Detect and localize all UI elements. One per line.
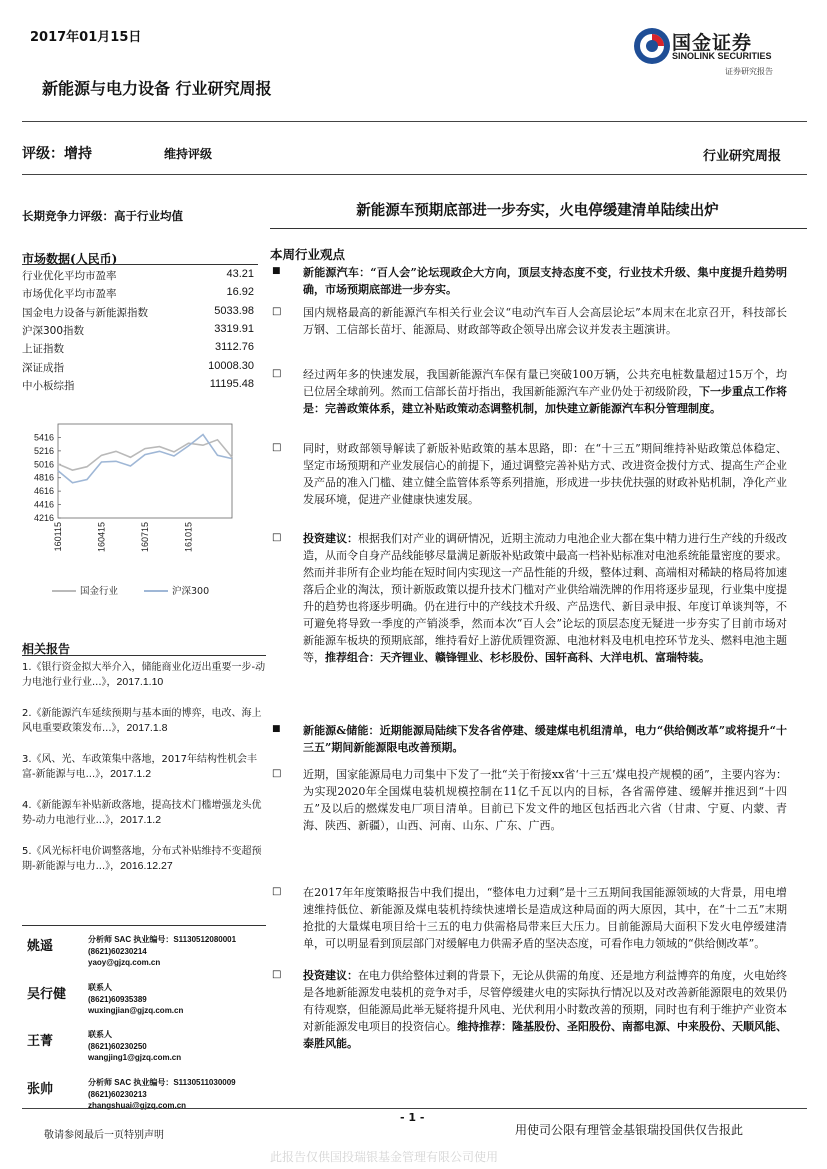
report-date: 2017年01月15日 [30, 30, 142, 45]
y-tick-label: 5016 [33, 459, 54, 470]
chart-series [58, 435, 232, 483]
market-data-label: 上证指数 [22, 343, 64, 356]
analyst-name: 吴行健 [27, 987, 67, 1002]
legend-label: 沪深300 [172, 586, 210, 597]
paragraph-emphasis: 维持推荐：隆基股份、圣阳股份、南都电源、中来股份、天顺风能、泰胜风能。 [303, 1020, 787, 1050]
related-report-item[interactable] [22, 844, 266, 874]
footer-usage-note: 用使司公限有理管金基银瑞投国供仅告报此 [515, 1123, 744, 1137]
market-data-value: 5033.98 [214, 304, 254, 317]
related-report-item[interactable] [22, 798, 266, 828]
legend-label: 国金行业 [80, 586, 119, 597]
paragraph-text: 在电力供给整体过剩的背景下，无论从供需的角度、还是地方利益博弈的角度，火电始终是各地新能源发电装机的竞争对手，尽管停缓建火电的实际执行情况以及对改善新能源限电的效果仍有待观察，但能源局此举无疑将提升风电、光伏利用小时数改善的预期，同时也有利于维护产业资本对新能源发电项目的投资信心。 [303, 969, 787, 1033]
market-data-label: 中小板综指 [22, 379, 75, 392]
analyst-contact-line: 分析师 SAC 执业编号：S1130511030009 [88, 1078, 236, 1087]
analyst-contact-line: wuxingjian@gjzq.com.cn [88, 1006, 184, 1015]
related-report-item[interactable] [22, 706, 266, 736]
view-paragraph [303, 366, 787, 417]
index-chart [22, 410, 244, 600]
related-report-item[interactable] [22, 660, 266, 690]
related-report-item[interactable] [22, 752, 266, 782]
view-paragraph [303, 884, 787, 952]
related-report-title: 3.《风、光、车政策集中落地，2017年结构性机会丰富-新能源与电...》， [22, 754, 257, 780]
market-data-value: 16.92 [226, 286, 254, 299]
report-headline: 新能源车预期底部进一步夯实，火电停缓建清单陆续出炉 [356, 202, 719, 219]
analyst-contact-line: (8621)60935389 [88, 994, 147, 1004]
footer-rule [22, 1108, 807, 1109]
y-tick-label: 4216 [33, 513, 54, 523]
analyst-contact-line: (8621)60230250 [88, 1041, 147, 1051]
report-type: 行业研究周报 [702, 149, 781, 164]
x-tick-label: 160415 [96, 522, 107, 553]
chart-legend [52, 585, 209, 597]
market-data-value: 11195.48 [209, 377, 254, 390]
y-tick-label: 4416 [33, 499, 54, 510]
paragraph-lead: 新能源汽车：“百人会”论坛现政企大方向，顶层支持态度不变，行业技术升级、集中度提升趋势明确，市场预期底部进一步夯实。 [303, 266, 787, 296]
analyst-name: 王菁 [27, 1034, 54, 1049]
view-headline-paragraph [303, 722, 787, 756]
view-paragraph [303, 304, 787, 338]
related-report-title: 1.《银行资金拟大举介入，储能商业化迈出重要一步-动力电池行业行业...》， [22, 662, 266, 688]
analyst-contact-info [88, 982, 183, 1017]
y-tick-label: 5216 [33, 445, 54, 456]
analyst-contact-line: 联系人 [88, 1030, 112, 1039]
related-report-date: 2017.1.2 [110, 768, 152, 780]
view-headline-paragraph [303, 264, 787, 298]
market-data-row [22, 268, 254, 286]
paragraph-text: 在2017年年度策略报告中我们提出，“整体电力过剩”是十三五期间我国能源领域的大背景，用电增速维持低位、新能源及煤电装机持续快速增长是造成这种局面的两大原因，其中，在“十二五”末期抢批的大量煤电项目给十三五的电力供需格局带来巨大压力。目前能源局大面积下发火电停缓建清单，可以明显看到顶层部门对缓解电力供需矛盾的坚决态度，可看作电力领域的“供给侧改革”。 [303, 886, 787, 950]
paragraph-text: 国内规格最高的新能源汽车相关行业会议“电动汽车百人会高层论坛”本周末在北京召开，科技部长万钢、工信部长苗圩、能源局、财政部等政企领导出席会议并发表主题演讲。 [303, 306, 787, 336]
bullet-hollow-icon: □ [272, 306, 282, 317]
series-line-1 [58, 435, 232, 483]
bullet-hollow-icon: □ [272, 368, 282, 379]
market-data-row [22, 341, 254, 359]
analyst-contact-line: yaoy@gjzq.com.cn [88, 958, 161, 967]
analyst-contact-line: 联系人 [88, 983, 112, 992]
analyst-name: 张帅 [27, 1082, 54, 1097]
bullet-hollow-icon: □ [272, 768, 282, 779]
rating-note: 维持评级 [164, 147, 213, 161]
market-data-row [22, 323, 254, 341]
analysts-rule [22, 925, 266, 926]
view-paragraph [303, 967, 787, 1052]
header-rule-bottom [22, 174, 807, 175]
chart-x-axis [53, 522, 194, 552]
paragraph-text: 近期，国家能源局电力司集中下发了一批“关于衔接xx省‘十三五’煤电投产规模的函”，主要内容为：为实现2020年全国煤电装机规模控制在11亿千瓦以内的目标，各省需停建、缓解并推迟到“十四五”及以后的燃煤发电厂项目清单。目前已下发文件的地区包括西北六省（甘肃、宁夏、内蒙、青海、陕西、新疆），山西、河南、山东、广东、广西。 [303, 768, 787, 832]
market-data-row [22, 360, 254, 378]
view-paragraph [303, 530, 787, 666]
market-data-value: 3112.76 [215, 341, 254, 354]
related-report-date: 2017.1.8 [126, 722, 168, 734]
analyst-contact-line: 分析师 SAC 执业编号：S1130512080001 [88, 935, 237, 944]
related-report-title: 2.《新能源汽车延续预期与基本面的博弈，电改、海上风电重要政策发布...》， [22, 708, 262, 734]
paragraph-text: 经过两年多的快速发展，我国新能源汽车保有量已突破100万辆，公共充电桩数量超过15万个，均已位居全球前列。然而工信部长苗圩指出，我国新能源汽车产业仍处于初级阶段， [303, 368, 787, 398]
analyst-contact-line: wangjing1@gjzq.com.cn [88, 1053, 182, 1062]
view-paragraph [303, 766, 787, 834]
x-tick-label: 161015 [183, 522, 194, 553]
footer-disclaimer: 敬请参阅最后一页特别声明 [44, 1130, 164, 1141]
market-data-value: 43.21 [226, 268, 254, 280]
paragraph-emphasis: 下一步重点工作将是：完善政策体系，建立补贴政策动态调整机制，加快建立新能源汽车积分管理制度。 [303, 385, 787, 415]
analyst-contact-info [88, 1077, 236, 1112]
y-tick-label: 5416 [33, 432, 54, 443]
analyst-contact-info [88, 1029, 181, 1064]
analyst-contact-line: (8621)60230213 [88, 1089, 147, 1099]
bullet-hollow-icon: □ [272, 442, 282, 453]
paragraph-text: 根据我们对产业的调研情况，近期主流动力电池企业大都在集中精力进行生产线的升级改造，从而令自身产品线能够尽量满足新版补贴政策中最高一档补贴标准对电池系统能量密度的要求。然而并非所有企业均能在短时间内实现这一产品性能的升级，整体过剩、高端相对稀缺的格局将加速落后企业的淘汰，预计新版政策以提升技术门槛对产业供给端洗牌的作用将逐步显现，行业集中度提升的趋势也将逐步明确。仍在进行中的产线技术升级、产品迭代、新目录申报、年度订单谈判等，不可避免将导致一季度的产销淡季，然而本次“百人会”论坛的顶层态度无疑进一步夯实了目前市场对新能源车板块的预期底部，维持看好上游优质锂资源、电池材料及电机电控环节龙头、燃料电池主题等， [303, 532, 787, 664]
logo-english-name: SINOLINK SECURITIES [672, 51, 772, 61]
market-data-label: 行业优化平均市盈率 [22, 270, 117, 282]
y-tick-label: 4616 [33, 486, 54, 497]
related-report-date: 2016.12.27 [120, 860, 173, 872]
page-number: - 1 - [400, 1111, 425, 1124]
bullet-hollow-icon: □ [272, 969, 282, 980]
chart-y-axis [34, 432, 54, 523]
logo-chinese-name: 国金证券 [672, 33, 753, 54]
analyst-contact-info [88, 934, 236, 969]
rating: 评级：增持 [22, 146, 92, 162]
analyst-name: 姚遥 [27, 939, 54, 954]
x-tick-label: 160115 [53, 522, 63, 552]
bullet-filled-icon: ■ [272, 724, 281, 734]
paragraph-text: 同时，财政部领导解读了新版补贴政策的基本思路，即：在“十三五”期间维持补贴政策总体稳定、坚定市场预期和产业发展信心的前提下，通过调整完善补贴方式、改进资金拨付方式、提高生产企业及产品的准入门槛、建立健全监管体系等系列措施，形成进一步扶优扶强的财政补贴机制，净化产业发展环境，促进产业健康快速发展。 [303, 442, 787, 506]
related-reports-rule [22, 655, 266, 656]
sector-title: 新能源与电力设备 行业研究周报 [42, 79, 272, 98]
paragraph-lead: 投资建议： [303, 532, 358, 545]
market-data-label: 深证成指 [22, 361, 64, 374]
header-rule-top [22, 121, 807, 122]
market-data-row [22, 286, 254, 304]
market-data-label: 市场优化平均市盈率 [22, 288, 117, 301]
analyst-contact-line: (8621)60230214 [88, 946, 147, 956]
bullet-hollow-icon: □ [272, 886, 282, 897]
market-data-value: 10008.30 [208, 359, 254, 372]
related-report-date: 2017.1.10 [116, 676, 164, 688]
weekly-view-title: 本周行业观点 [270, 247, 346, 262]
x-tick-label: 160715 [140, 522, 150, 553]
competitiveness-rating: 长期竞争力评级：高于行业均值 [22, 209, 183, 223]
market-data-rule [22, 264, 258, 265]
y-tick-label: 4816 [33, 472, 54, 483]
market-data-row [22, 378, 254, 396]
related-report-title: 5.《风光标杆电价调整落地，分布式补贴维持不变超预期-新能源与电力...》， [22, 846, 262, 872]
market-data-label: 国金电力设备与新能源指数 [22, 306, 148, 319]
headline-rule [270, 228, 807, 229]
related-report-date: 2017.1.2 [120, 814, 162, 826]
paragraph-emphasis: 推荐组合：天齐锂业、赣锋锂业、杉杉股份、国轩高科、大洋电机、富瑞特装。 [325, 651, 710, 664]
paragraph-lead: 新能源&储能：近期能源局陆续下发各省停建、缓建煤电机组清单，电力“供给侧改革”或将提升“十三五”期间新能源限电改善预期。 [303, 724, 787, 754]
bullet-filled-icon: ■ [272, 266, 281, 276]
market-data-title: 市场数据(人民币) [22, 252, 118, 266]
logo-mark-icon [632, 26, 672, 66]
related-reports-title: 相关报告 [22, 642, 71, 656]
analyst-contact-line: zhangshuai@gjzq.com.cn [88, 1101, 187, 1110]
market-data-row [22, 305, 254, 323]
paragraph-lead: 投资建议： [303, 969, 358, 982]
market-data-label: 沪深300指数 [22, 324, 85, 337]
logo-tagline: 证券研究报告 [725, 67, 773, 76]
related-report-title: 4.《新能源车补贴新政落地，提高技术门槛增强龙头优势-动力电池行业...》， [22, 800, 262, 826]
bullet-hollow-icon: □ [272, 532, 282, 543]
market-data-value: 3319.91 [214, 322, 254, 335]
view-paragraph [303, 440, 787, 508]
footer-watermark: 此报告仅供国投瑞银基金管理有限公司使用 [270, 1150, 499, 1164]
